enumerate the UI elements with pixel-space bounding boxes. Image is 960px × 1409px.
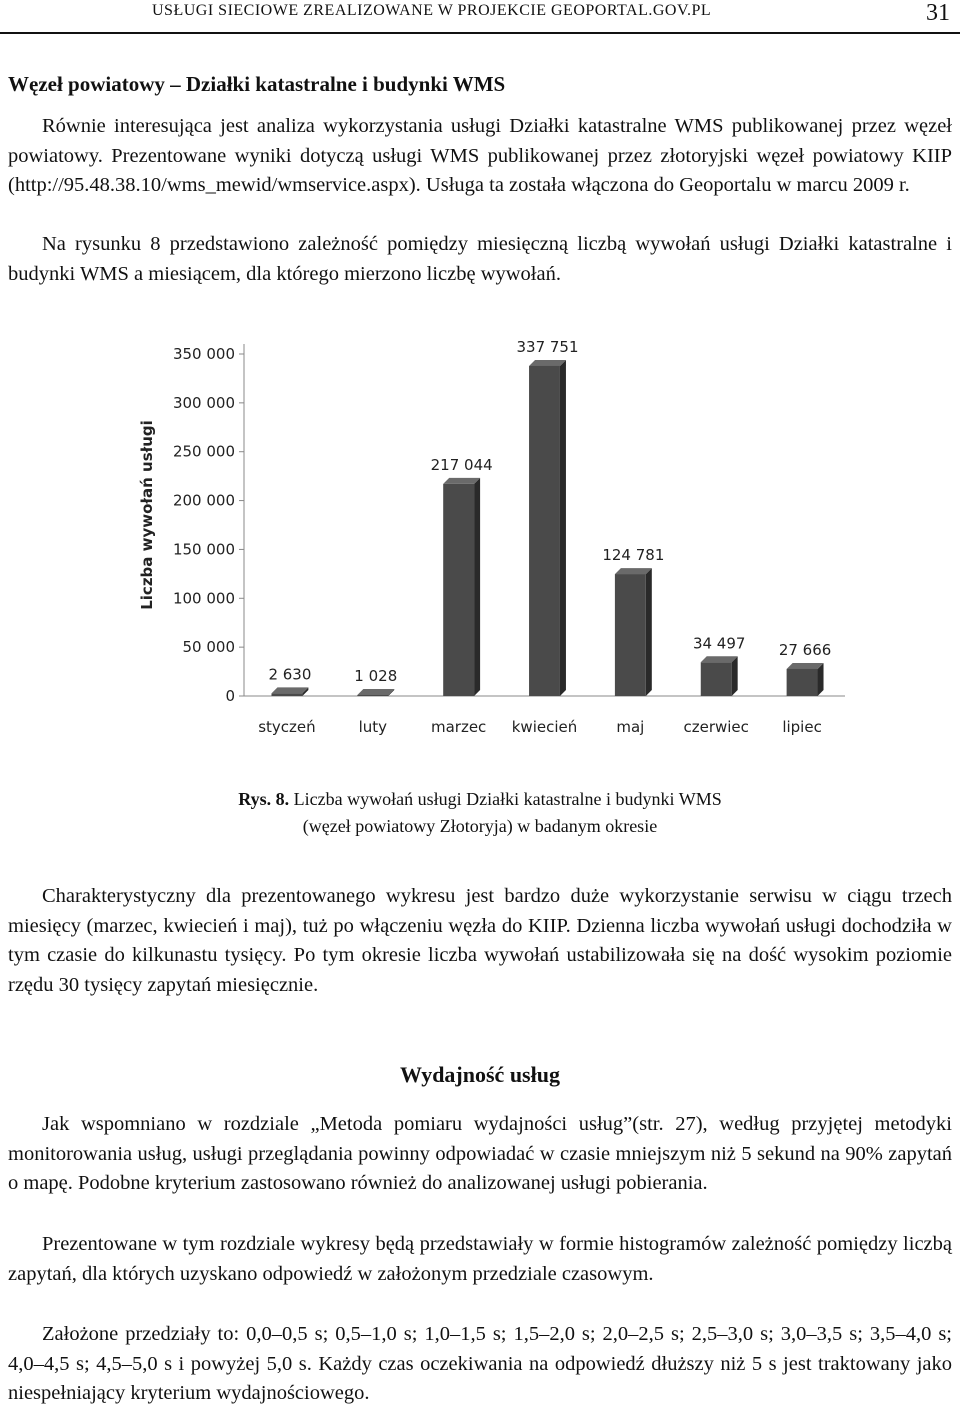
bar-side	[732, 656, 738, 696]
performance-heading: Wydajność usług	[400, 1062, 560, 1087]
bar	[529, 366, 560, 696]
bar-side	[560, 360, 566, 696]
bar-top	[701, 656, 738, 662]
paragraph-intro: Równie interesująca jest analiza wykorzystania usługi Działki katastralne WMS publikowanej przez węzeł powiatowy. Prezentowane wyniki dotyczą usługi WMS publikowanej przez złotoryjski węzeł powiatowy KIIP (http://95.48.38.10/wms_mewid/wmservice.aspx). Usługa ta została włączona do Geoportalu w marcu 2009 r.	[8, 115, 952, 196]
y-tick-label: 100 000	[172, 589, 235, 608]
y-tick-label: 150 000	[172, 540, 235, 559]
bar	[787, 669, 818, 696]
bar-top	[443, 478, 480, 484]
section-heading: Węzeł powiatowy – Działki katastralne i budynki WMS	[8, 72, 506, 96]
paragraph-histograms: Prezentowane w tym rozdziale wykresy będą przedstawiały w formie histogramów zależność pomiędzy liczbą zapytań, dla których uzyskano odpowiedź w założonym przedziale czasowym.	[8, 1233, 952, 1285]
bar	[701, 662, 732, 696]
bar-side	[474, 478, 480, 696]
paragraph-discussion: Charakterystyczny dla prezentowanego wykresu jest bardzo duże wykorzystanie serwisu w ciągu trzech miesięcy (marzec, kwiecień i maj), tuż po włączeniu węzła do KIIP. Dzienna liczba wywołań usługi dochodziła w tym czasie do kilkunastu tysięcy. Po tym okresie liczba wywołań ustabilizowała się na dość wysokim poziomie rzędu 30 tysięcy zapytań miesięcznie.	[8, 885, 952, 996]
x-tick-label: maj	[616, 718, 645, 736]
paragraph-figure-ref: Na rysunku 8 przedstawiono zależność pomiędzy miesięczną liczbą wywołań usługi Działki katastralne i budynki WMS a miesiącem, dla którego mierzono liczbę wywołań.	[8, 233, 952, 285]
bar-top	[357, 689, 394, 695]
data-label: 27 666	[778, 640, 832, 659]
bar-top	[787, 663, 824, 669]
paragraph-intervals: Założone przedziały to: 0,0–0,5 s; 0,5–1,0 s; 1,0–1,5 s; 1,5–2,0 s; 2,0–2,5 s; 2,5–3,0 s; 3,0–3,5 s; 3,5–4,0 s; 4,0–4,5 s; 4,5–5,0 s i powyżej 5,0 s. Każdy czas oczekiwania na odpowiedź dłuższy niż 5 s jest traktowany jako niespełniający kryterium wydajnościowego.	[8, 1323, 952, 1404]
y-tick-label: 250 000	[172, 442, 235, 461]
caption-line-1: Liczba wywołań usługi Działki katastralne i budynki WMS	[293, 789, 722, 809]
bar-top	[271, 687, 308, 693]
y-tick-label: 50 000	[182, 638, 235, 657]
figure-label: Rys. 8.	[238, 789, 290, 809]
data-label: 124 781	[602, 546, 665, 565]
data-label: 1 028	[354, 666, 398, 685]
data-label: 34 497	[692, 634, 746, 653]
y-tick-label: 0	[225, 687, 235, 705]
x-tick-label: marzec	[430, 718, 487, 736]
data-label: 217 044	[430, 455, 493, 474]
bar	[615, 574, 646, 696]
x-tick-label: styczeń	[258, 718, 316, 736]
page-number: 31	[926, 0, 950, 26]
y-axis-title: Liczba wywołań usługi	[138, 420, 156, 610]
y-tick-label: 300 000	[172, 393, 235, 412]
bar-top	[615, 568, 652, 574]
bar-chart	[120, 330, 832, 750]
caption-line-2: (węzeł powiatowy Złotoryja) w badanym okresie	[302, 816, 658, 836]
bar	[271, 693, 302, 696]
page-header	[0, 0, 960, 34]
x-tick-label: lipiec	[782, 718, 822, 736]
x-tick-label: luty	[358, 718, 388, 736]
data-label: 337 751	[516, 337, 579, 356]
bar-side	[646, 568, 652, 696]
paragraph-methodology: Jak wspomniano w rozdziale „Metoda pomiaru wydajności usług”(str. 27), według przyjętej metodyki monitorowania usług, usługi przeglądania powinny odpowiadać w czasie mniejszym niż 5 sekund na 90% zapytań o mapę. Podobne kryterium zastosowano również do analizowanej usługi pobierania.	[8, 1113, 952, 1194]
bar-top	[529, 360, 566, 366]
bar	[357, 695, 388, 696]
y-tick-label: 350 000	[172, 345, 235, 363]
x-tick-label: kwiecień	[511, 718, 578, 736]
y-tick-label: 200 000	[172, 491, 235, 510]
x-tick-label: czerwiec	[683, 718, 749, 736]
bar	[443, 484, 474, 696]
data-label: 2 630	[268, 665, 312, 684]
running-title: USŁUGI SIECIOWE ZREALIZOWANE W PROJEKCIE GEOPORTAL.GOV.PL	[152, 2, 712, 19]
figure-caption	[0, 786, 960, 840]
